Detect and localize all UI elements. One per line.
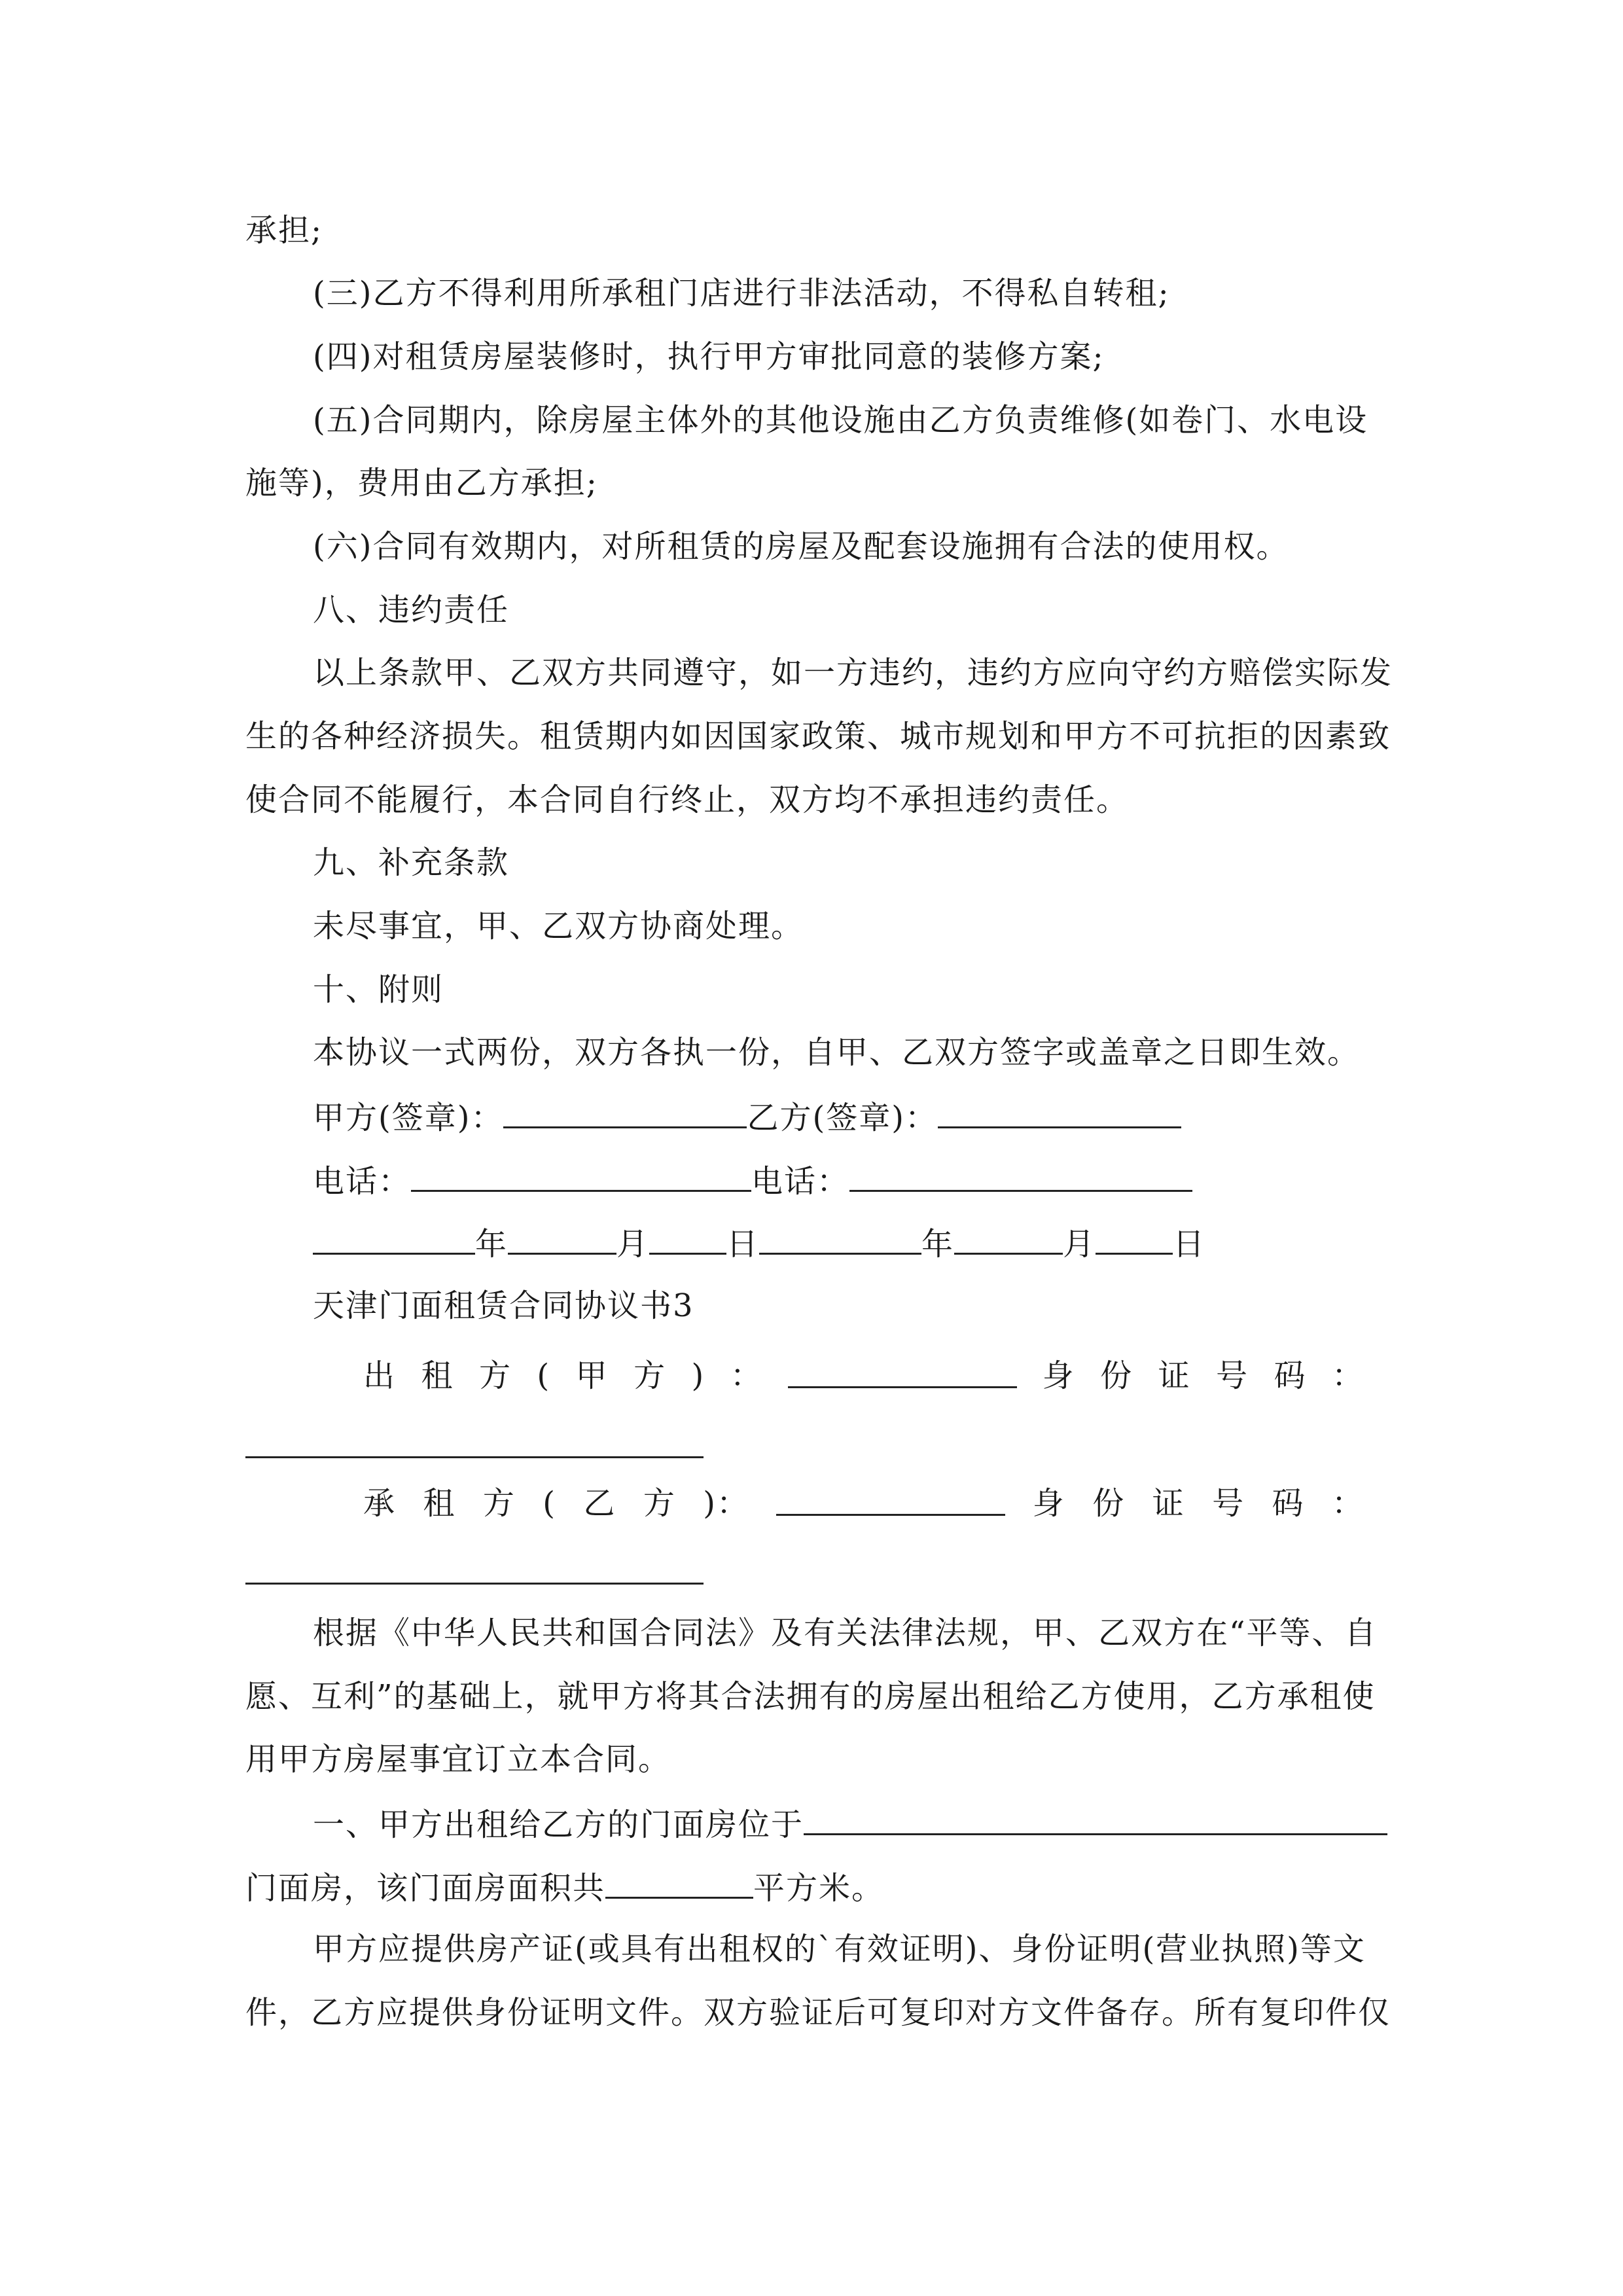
paragraph-line: 愿、互利”的基础上，就甲方将其合法拥有的房屋出租给乙方使用，乙方承租使 [245, 1678, 1376, 1715]
day-blank [649, 1223, 726, 1255]
lessee-char: ( [543, 1485, 556, 1522]
clause-one-text: 一、甲方出租给乙方的门面房位于 [313, 1806, 804, 1843]
paragraph-line: 以上条款甲、乙双方共同遵守，如一方违约，违约方应向守约方赔偿实际发 [313, 655, 1393, 691]
lessee-char: 方 [482, 1485, 516, 1522]
lessee-char: 方 [643, 1485, 676, 1522]
lessor-id-blank [245, 1456, 704, 1458]
id-char: 号 [1212, 1485, 1245, 1522]
area-text: 门面房，该门面房面积共 [245, 1870, 606, 1907]
year-label: 年 [921, 1226, 955, 1263]
lessor-char: 方 [633, 1357, 667, 1394]
party-a-phone-label: 电话： [313, 1163, 412, 1200]
paragraph-line: 用甲方房屋事宜订立本合同。 [245, 1741, 671, 1778]
paragraph-line: 根据《中华人民共和国合同法》及有关法律法规，甲、乙双方在“平等、自 [313, 1615, 1378, 1651]
month-label: 月 [616, 1226, 650, 1263]
paragraph-line: 使合同不能履行，本合同自行终止，双方均不承担违约责任。 [245, 781, 1130, 818]
lessor-char: ： [730, 1357, 763, 1394]
paragraph-line: (三)乙方不得利用所承租门店进行非法活动，不得私自转租; [313, 275, 1170, 312]
year-blank [759, 1223, 921, 1255]
lessor-name-blank [788, 1356, 1017, 1388]
lessor-char: 方 [478, 1357, 512, 1394]
party-a-sign-label: 甲方(签章)： [313, 1100, 504, 1136]
lessee-line [363, 1484, 1364, 1523]
lessor-line [363, 1356, 1364, 1395]
id-char: 份 [1092, 1485, 1126, 1522]
paragraph-line: 本协议一式两份，双方各执一份，自甲、乙双方签字或盖章之日即生效。 [313, 1034, 1361, 1071]
month-label: 月 [1063, 1226, 1096, 1263]
lessor-char: 租 [421, 1357, 454, 1394]
id-char: ： [1331, 1485, 1364, 1522]
lessor-char: ( [537, 1357, 551, 1394]
paragraph-line: 生的各种经济损失。租赁期内如因国家政策、城市规划和甲方不可抗拒的因素致 [245, 718, 1391, 755]
id-char: 证 [1158, 1357, 1191, 1394]
id-char: 号 [1216, 1357, 1249, 1394]
location-blank [804, 1803, 1387, 1835]
party-b-phone-label: 电话： [751, 1163, 850, 1200]
lessee-char: 租 [423, 1485, 456, 1522]
lessor-char: ) [691, 1357, 705, 1394]
day-label: 日 [1173, 1226, 1206, 1263]
lessee-char: 乙 [583, 1485, 616, 1522]
section-heading: 八、违约责任 [313, 592, 510, 628]
area-blank [605, 1867, 753, 1899]
paragraph-line: (五)合同期内，除房屋主体外的其他设施由乙方负责维修(如卷门、水电设 [313, 402, 1368, 439]
month-blank [508, 1223, 616, 1255]
lessee-char: )： [703, 1485, 749, 1522]
lessor-char: 甲 [575, 1357, 609, 1394]
lessee-char: 承 [363, 1485, 397, 1522]
lessor-char: 出 [363, 1357, 397, 1394]
id-char: ： [1331, 1357, 1364, 1394]
day-blank [1096, 1223, 1173, 1255]
lessee-name-blank [776, 1484, 1005, 1516]
party-a-phone-blank [411, 1160, 751, 1192]
signature-line [313, 1096, 1181, 1138]
year-blank [313, 1223, 475, 1255]
paragraph-line: 施等)，费用由乙方承担; [245, 465, 598, 501]
section-heading: 十、附则 [313, 971, 444, 1008]
id-char: 码 [1274, 1357, 1307, 1394]
area-line [245, 1867, 884, 1908]
paragraph-line: 承担; [245, 212, 323, 249]
id-char: 身 [1042, 1357, 1075, 1394]
document-title: 天津门面租赁合同协议书3 [313, 1287, 694, 1324]
paragraph-line: (四)对租赁房屋装修时，执行甲方审批同意的装修方案; [313, 338, 1105, 375]
day-label: 日 [726, 1226, 760, 1263]
party-b-sign-blank [938, 1096, 1181, 1128]
paragraph-line: 件，乙方应提供身份证明文件。双方验证后可复印对方文件备存。所有复印件仅 [245, 1994, 1391, 2031]
lessee-id-blank [245, 1583, 704, 1585]
paragraph-line: (六)合同有效期内，对所租赁的房屋及配套设施拥有合法的使用权。 [313, 528, 1289, 565]
phone-line [313, 1160, 1192, 1201]
paragraph-line: 未尽事宜，甲、乙双方协商处理。 [313, 908, 804, 944]
date-line [313, 1223, 1205, 1264]
paragraph-line: 甲方应提供房产证(或具有出租权的`有效证明)、身份证明(营业执照)等文 [313, 1931, 1366, 1967]
party-b-sign-label: 乙方(签章)： [747, 1100, 938, 1136]
party-a-sign-blank [503, 1096, 747, 1128]
id-char: 份 [1100, 1357, 1133, 1394]
section-heading: 九、补充条款 [313, 844, 510, 881]
area-unit: 平方米。 [753, 1870, 885, 1907]
clause-one-line [313, 1803, 1387, 1844]
id-char: 证 [1152, 1485, 1185, 1522]
id-char: 码 [1272, 1485, 1305, 1522]
month-blank [954, 1223, 1063, 1255]
id-char: 身 [1032, 1485, 1065, 1522]
party-b-phone-blank [849, 1160, 1192, 1192]
year-label: 年 [475, 1226, 508, 1263]
